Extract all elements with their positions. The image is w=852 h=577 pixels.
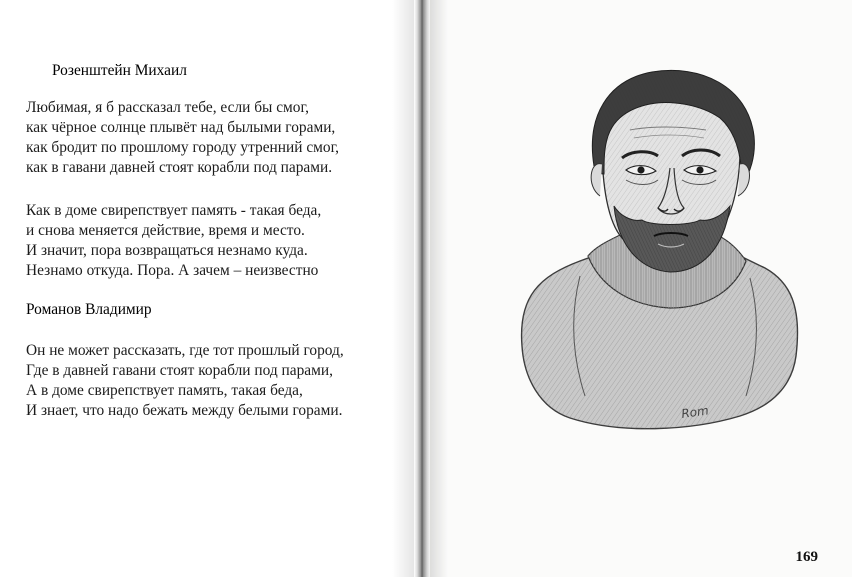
poem-1-author: Розенштейн Михаил [52, 62, 187, 79]
right-page [430, 0, 852, 577]
left-page [0, 0, 414, 577]
poem-2-author: Романов Владимир [26, 301, 152, 318]
right-page-gutter-shadow [430, 0, 448, 577]
page-number: 169 [795, 549, 818, 565]
poem-line: И значит, пора возвращаться незнамо куда. [26, 242, 308, 259]
poem-2-stanza-1 [26, 341, 408, 421]
poem-line: А в доме свирепствует память, такая беда, [26, 382, 303, 399]
poem-line: Любимая, я б рассказал тебе, если бы смог, [26, 99, 309, 116]
poem-line: Как в доме свирепствует память - такая беда, [26, 202, 322, 219]
poem-line: как в гавани давней стоят корабли под парами. [26, 159, 333, 176]
illustration-signature: Rom [680, 403, 710, 421]
poem-line: как бродит по прошлому городу утренний смог, [26, 139, 340, 156]
poem-line: Он не может рассказать, где тот прошлый город, [26, 342, 344, 359]
left-page-gutter-shadow [392, 0, 414, 577]
poem-1-stanza-2 [26, 201, 408, 281]
poem-line: как чёрное солнце плывёт над былыми горами, [26, 119, 336, 136]
poem-line: Где в давней гавани стоят корабли под парами, [26, 362, 333, 379]
poem-line: И знает, что надо бежать между белыми горами. [26, 402, 343, 419]
poem-line: Незнамо откуда. Пора. А зачем – неизвестно [26, 262, 319, 279]
book-gutter [414, 0, 430, 577]
portrait-illustration [510, 56, 800, 436]
poem-line: и снова меняется действие, время и место. [26, 222, 305, 239]
poem-1-stanza-1 [26, 98, 408, 178]
